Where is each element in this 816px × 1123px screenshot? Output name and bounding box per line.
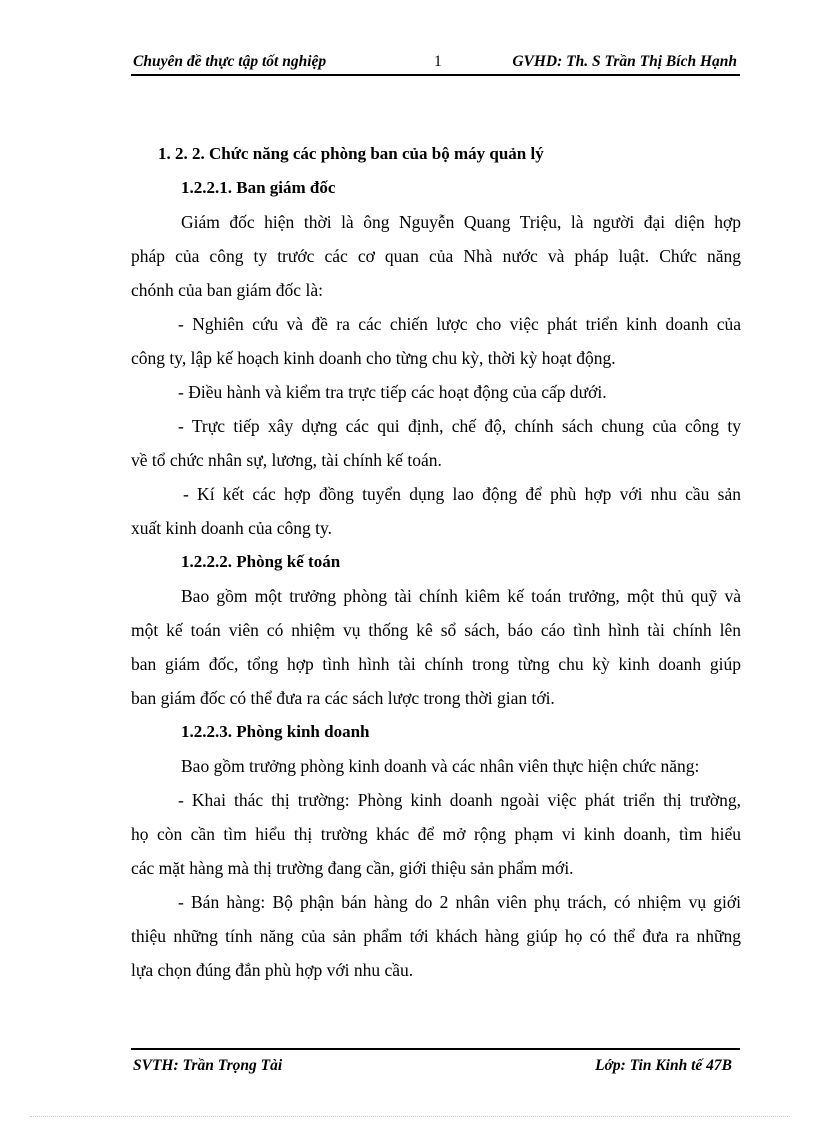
- bullet-line: - Kí kết các hợp đồng tuyển dụng lao động để phù hợp với nhu cầu sản: [183, 484, 741, 504]
- bullet-line: họ còn cần tìm hiểu thị trường khác để mở rộng phạm vi kinh doanh, tìm hiểu: [131, 824, 741, 844]
- paragraph-line: ban giám đốc có thể đưa ra các sách lược trong thời gian tới.: [131, 688, 555, 708]
- bullet-line: - Điều hành và kiểm tra trực tiếp các hoạt động của cấp dưới.: [178, 382, 607, 402]
- paragraph-line: chónh của ban giám đốc là:: [131, 280, 323, 300]
- paragraph-line: Bao gồm trưởng phòng kinh doanh và các nhân viên thực hiện chức năng:: [181, 756, 700, 776]
- bullet-line: công ty, lập kế hoạch kinh doanh cho từng chu kỳ, thời kỳ hoạt động.: [131, 348, 616, 368]
- subsection-heading-ban-giam-doc: 1.2.2.1. Ban giám đốc: [181, 178, 336, 197]
- page-footer: [131, 1048, 740, 1080]
- bullet-line: - Nghiên cứu và đề ra các chiến lược cho việc phát triển kinh doanh của: [178, 314, 741, 334]
- page-edge-divider: [30, 1116, 790, 1117]
- paragraph-line: một kế toán viên có nhiệm vụ thống kê sổ sách, báo cáo tình hình tài chính lên: [131, 620, 741, 640]
- bullet-line: thiệu những tính năng của sản phẩm tới khách hàng giúp họ có thể đưa ra những: [131, 926, 741, 946]
- header-supervisor: GVHD: Th. S Trần Thị Bích Hạnh: [512, 53, 737, 70]
- page-number: 1: [434, 53, 442, 70]
- footer-student: SVTH: Trần Trọng Tài: [133, 1057, 283, 1074]
- bullet-line: - Khai thác thị trường: Phòng kinh doanh ngoài việc phát triển thị trường,: [178, 790, 741, 810]
- section-heading: 1. 2. 2. Chức năng các phòng ban của bộ máy quản lý: [158, 144, 544, 163]
- bullet-line: lựa chọn đúng đắn phù hợp với nhu cầu.: [131, 960, 414, 980]
- paragraph-line: ban giám đốc, tổng hợp tình hình tài chính trong từng chu kỳ kinh doanh giúp: [131, 654, 741, 674]
- paragraph-line: Giám đốc hiện thời là ông Nguyễn Quang Triệu, là người đại diện hợp: [181, 212, 741, 232]
- page-header: [131, 52, 740, 76]
- bullet-line: các mặt hàng mà thị trường đang cần, giới thiệu sản phẩm mới.: [131, 858, 574, 878]
- paragraph-line: Bao gồm một trưởng phòng tài chính kiêm kế toán trưởng, một thủ quỹ và: [181, 586, 741, 606]
- bullet-line: xuất kinh doanh của công ty.: [131, 518, 333, 538]
- subsection-heading-phong-ke-toan: 1.2.2.2. Phòng kế toán: [181, 552, 341, 571]
- paragraph-line: pháp của công ty trước các cơ quan của Nhà nước và pháp luật. Chức năng: [131, 246, 741, 266]
- subsection-heading-phong-kinh-doanh: 1.2.2.3. Phòng kinh doanh: [181, 722, 370, 741]
- bullet-line: - Bán hàng: Bộ phận bán hàng do 2 nhân viên phụ trách, có nhiệm vụ giới: [178, 892, 741, 912]
- bullet-line: về tổ chức nhân sự, lương, tài chính kế toán.: [131, 450, 442, 470]
- header-document-title: Chuyên đề thực tập tốt nghiệp: [133, 53, 327, 70]
- footer-class: Lớp: Tin Kinh tế 47B: [595, 1057, 732, 1074]
- bullet-line: - Trực tiếp xây dựng các qui định, chế độ, chính sách chung của công ty: [178, 416, 741, 436]
